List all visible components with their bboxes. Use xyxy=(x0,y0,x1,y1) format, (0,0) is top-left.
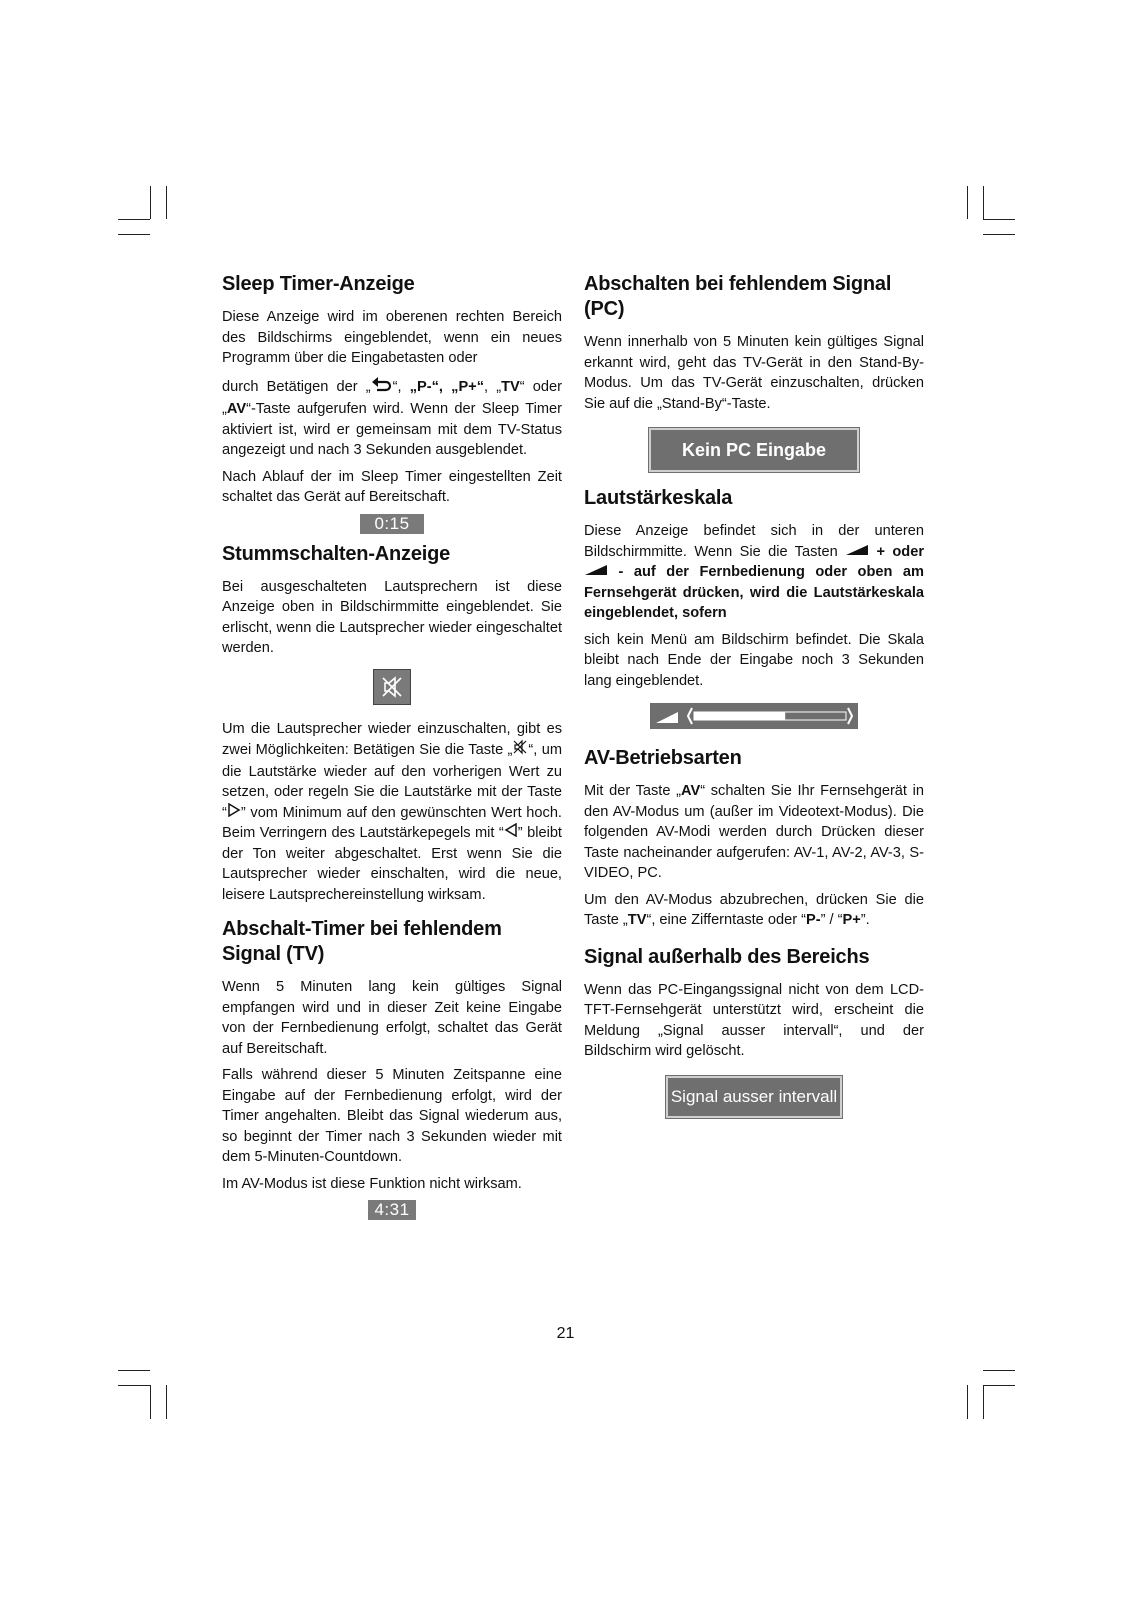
timer-tv-text-3: Im AV-Modus ist diese Funktion nicht wirksam. xyxy=(222,1175,522,1192)
volume-plus-icon xyxy=(845,542,869,563)
sleep-timer-text-1: Diese Anzeige wird im oberenen rechten Bereich des Bildschirms eingeblendet, wenn ein neues Programm über die Eingabetasten oder xyxy=(222,309,562,366)
speaker-muted-icon xyxy=(374,670,410,704)
mute-indicator xyxy=(373,669,411,705)
return-icon xyxy=(371,375,393,400)
pc-signal-text-1: Wenn innerhalb von 5 Minuten kein gültiges Signal erkannt wird, geht das TV-Gerät in den Stand-By-Modus. Um das TV-Gerät einzuschalten, drücken Sie auf die „Stand-By“-Taste. xyxy=(584,334,924,412)
crop-mark xyxy=(983,1385,1015,1386)
sleep-timer-text-2: durch Betätigen der „ “, „P-“, „P+“, „TV“ oder „AV“-Taste aufgerufen wird. Wenn der Sleep Timer aktiviert ist, wird er gemeinsam mit dem TV-Status angezeigt und nach 3 Sekunden ausgeblendet. xyxy=(222,375,562,461)
crop-mark xyxy=(967,1385,968,1419)
timer-tv-text-2: Falls während dieser 5 Minuten Zeitspanne eine Eingabe auf der Fernbedienung erfolgt, wird der Timer angehalten. Bleibt das Signal wiederum aus, so beginnt der Timer nach 3 Sekunden wieder mit dem 5-Minuten-Countdown. xyxy=(222,1067,562,1166)
crop-mark xyxy=(983,186,984,219)
crop-mark xyxy=(983,219,1015,220)
crop-mark xyxy=(118,234,150,235)
timer-tv-text-1: Wenn 5 Minuten lang kein gültiges Signal empfangen wird und in dieser Zeit keine Eingabe von der Fernbedienung erfolgt, schaltet das Gerät auf Bereitschaft. xyxy=(222,979,562,1057)
volume-scale-text-2: sich kein Menü am Bildschirm befindet. Die Skala bleibt nach Ende der Eingabe noch 3 Sekunden lang eingeblendet. xyxy=(584,631,924,689)
pc-signal-section xyxy=(584,272,924,472)
crop-mark xyxy=(118,219,150,220)
sleep-timer-badge: 0:15 xyxy=(360,514,423,534)
crop-mark xyxy=(983,234,1015,235)
crop-mark xyxy=(118,1385,150,1386)
volume-scale-section xyxy=(584,486,924,734)
crop-mark xyxy=(967,186,968,219)
volume-scale-osd xyxy=(650,703,858,729)
out-of-range-section xyxy=(584,945,924,1118)
out-of-range-heading: Signal außerhalb des Bereichs xyxy=(584,945,870,968)
timer-tv-badge: 4:31 xyxy=(368,1200,415,1220)
sleep-timer-heading: Sleep Timer-Anzeige xyxy=(222,273,415,295)
signal-out-of-range-osd: Signal ausser intervall xyxy=(666,1076,842,1118)
crop-mark xyxy=(150,186,151,219)
volume-level-fill xyxy=(694,712,785,720)
page-number: 21 xyxy=(556,1325,575,1342)
mute-section xyxy=(222,542,562,906)
mute-text-1: Bei ausgeschalteten Lautsprechern ist diese Anzeige oben in Bildschirmmitte eingeblendet. Sie erlischt, wenn die Lautsprecher wieder eingeschaltet werden. xyxy=(222,578,562,656)
volume-up-key-icon xyxy=(227,803,241,824)
volume-down-key-icon xyxy=(504,823,518,844)
av-modes-section xyxy=(584,746,924,931)
out-of-range-text-1: Wenn das PC-Eingangssignal nicht von dem LCD-TFT-Fernsehgerät unterstützt wird, erscheint die Meldung „Signal ausser intervall“, und der Bildschirm wird gelöscht. xyxy=(584,981,924,1060)
av-modes-text-2: Um den AV-Modus abzubrechen, drücken Sie die Taste „TV“, eine Zifferntaste oder “P-” / “P+”. xyxy=(584,891,924,929)
crop-mark xyxy=(166,1385,167,1419)
pc-signal-heading: Abschalten bei fehlendem Signal (PC) xyxy=(584,273,892,320)
sleep-timer-text-3: Nach Ablauf der im Sleep Timer eingestellten Zeit schaltet das Gerät auf Bereitschaft. xyxy=(222,468,562,505)
crop-mark xyxy=(983,1370,1015,1371)
right-column xyxy=(584,272,924,1118)
mute-heading: Stummschalten-Anzeige xyxy=(222,542,451,565)
mute-text-2: Um die Lautsprecher wieder einzuschalten, gibt es zwei Möglichkeiten: Betätigen Sie die Taste „ “, um die Lautstärke wieder auf den vorherigen Wert zu setzen, oder regeln Sie die Lautstärke mit der Taste “ ” vom Minimum auf den gewünschten Wert hoch. Beim Verringern des Lautstärkepegels mit “ ” bleibt der Ton weiter abgeschaltet. Erst wenn Sie die Lautsprecher wieder einschalten, wird die neue, leisere Lautsprechereinstellung wirksam. xyxy=(222,720,562,903)
volume-minus-icon xyxy=(584,562,608,583)
sleep-timer-section xyxy=(222,272,562,534)
volume-scale-text-1: Diese Anzeige befindet sich in der unteren Bildschirmmitte. Wenn Sie die Tasten + oder - auf der Fernbedienung oder oben am Fernsehgerät drücken, wird die Lautstärkeskala eingeblendet, sofern xyxy=(584,523,924,622)
crop-mark xyxy=(166,186,167,219)
crop-mark xyxy=(150,1385,151,1419)
mute-key-icon xyxy=(512,739,528,762)
av-modes-heading: AV-Betriebsarten xyxy=(584,747,742,770)
crop-mark xyxy=(118,1370,150,1371)
volume-speaker-icon xyxy=(656,712,678,723)
no-pc-input-osd: Kein PC Eingabe xyxy=(649,428,859,472)
left-column xyxy=(222,272,562,1220)
crop-mark xyxy=(983,1385,984,1419)
av-modes-text-1: Mit der Taste „AV“ schalten Sie Ihr Fernsehgerät in den AV-Modus um (außer im Videotext-Modus). Die folgenden AV-Modi werden durch Drücken dieser Taste nacheinander aufgerufen: AV-1, AV-2, AV-3, S-VIDEO, PC. xyxy=(584,783,924,882)
timer-tv-heading: Abschalt-Timer bei fehlendem Signal (TV) xyxy=(222,918,502,966)
timer-tv-section xyxy=(222,917,562,1220)
volume-scale-heading: Lautstärkeskala xyxy=(584,487,733,509)
